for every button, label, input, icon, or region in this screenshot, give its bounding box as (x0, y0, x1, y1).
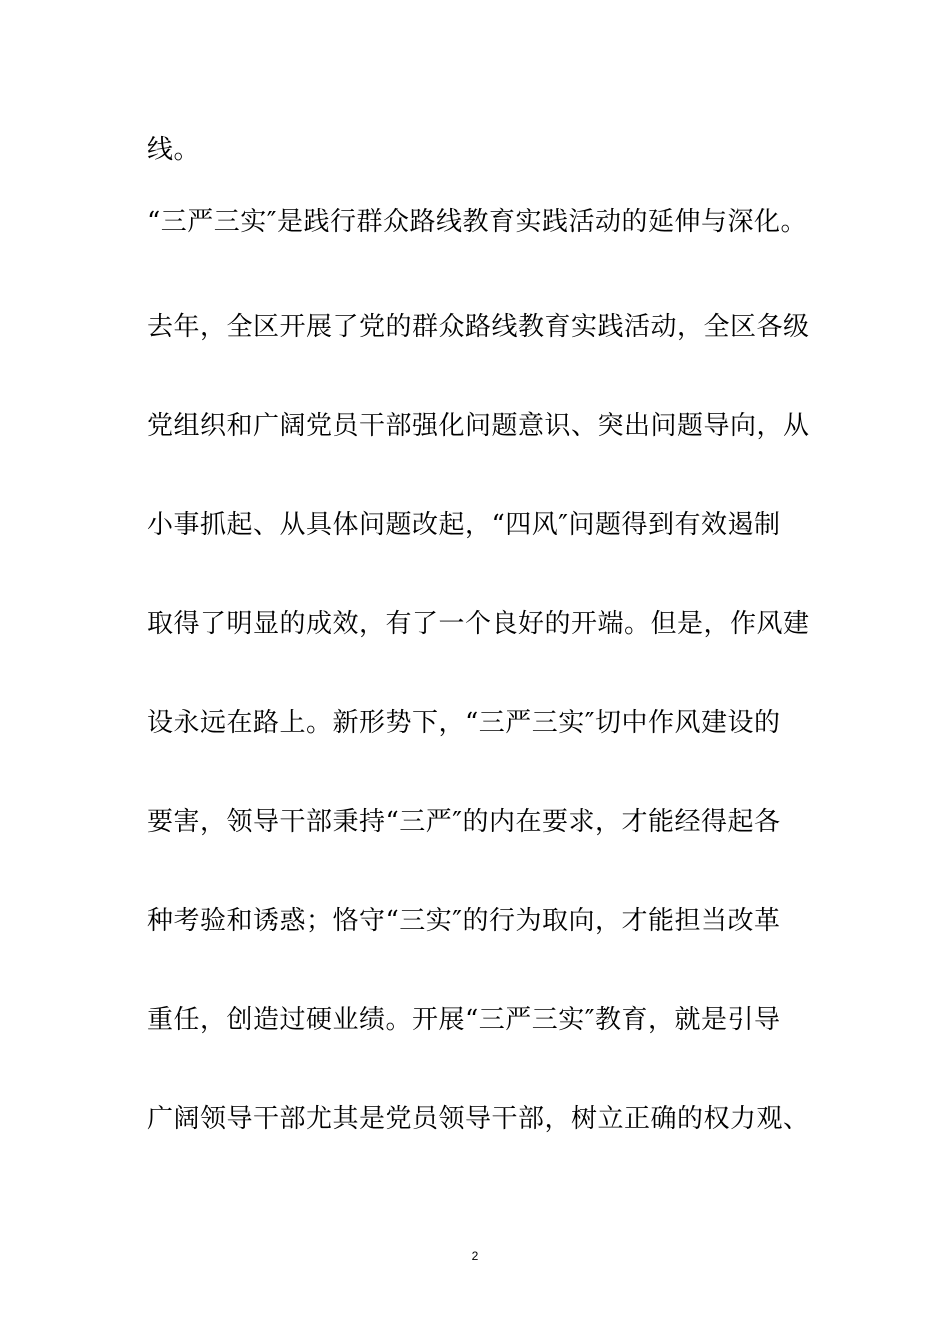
text-line: “三严三实″是践行群众路线教育实践活动的延伸与深化。 (147, 207, 808, 237)
text-line: 取得了明显的成效，有了一个良好的开端。但是，作风建 (147, 609, 810, 639)
text-line: 要害，领导干部秉持“三严″的内在要求，才能经得起各 (147, 807, 781, 837)
text-line: 种考验和诱惑；恪守“三实″的行为取向，才能担当改革 (147, 906, 781, 936)
text-line: 设永远在路上。新形势下，“三严三实″切中作风建设的 (147, 708, 781, 738)
text-line: 小事抓起、从具体问题改起，“四风″问题得到有效遏制 (147, 510, 781, 540)
page-number: 2 (471, 1249, 479, 1263)
text-line: 去年，全区开展了党的群众路线教育实践活动，全区各级 (147, 312, 810, 342)
text-line: 重任，创造过硬业绩。开展“三严三实″教育，就是引导 (147, 1005, 781, 1035)
text-line: 线。 (147, 135, 201, 165)
text-line: 广阔领导干部尤其是党员领导干部，树立正确的权力观、 (147, 1104, 810, 1134)
text-line: 党组织和广阔党员干部强化问题意识、突出问题导向，从 (147, 411, 810, 441)
